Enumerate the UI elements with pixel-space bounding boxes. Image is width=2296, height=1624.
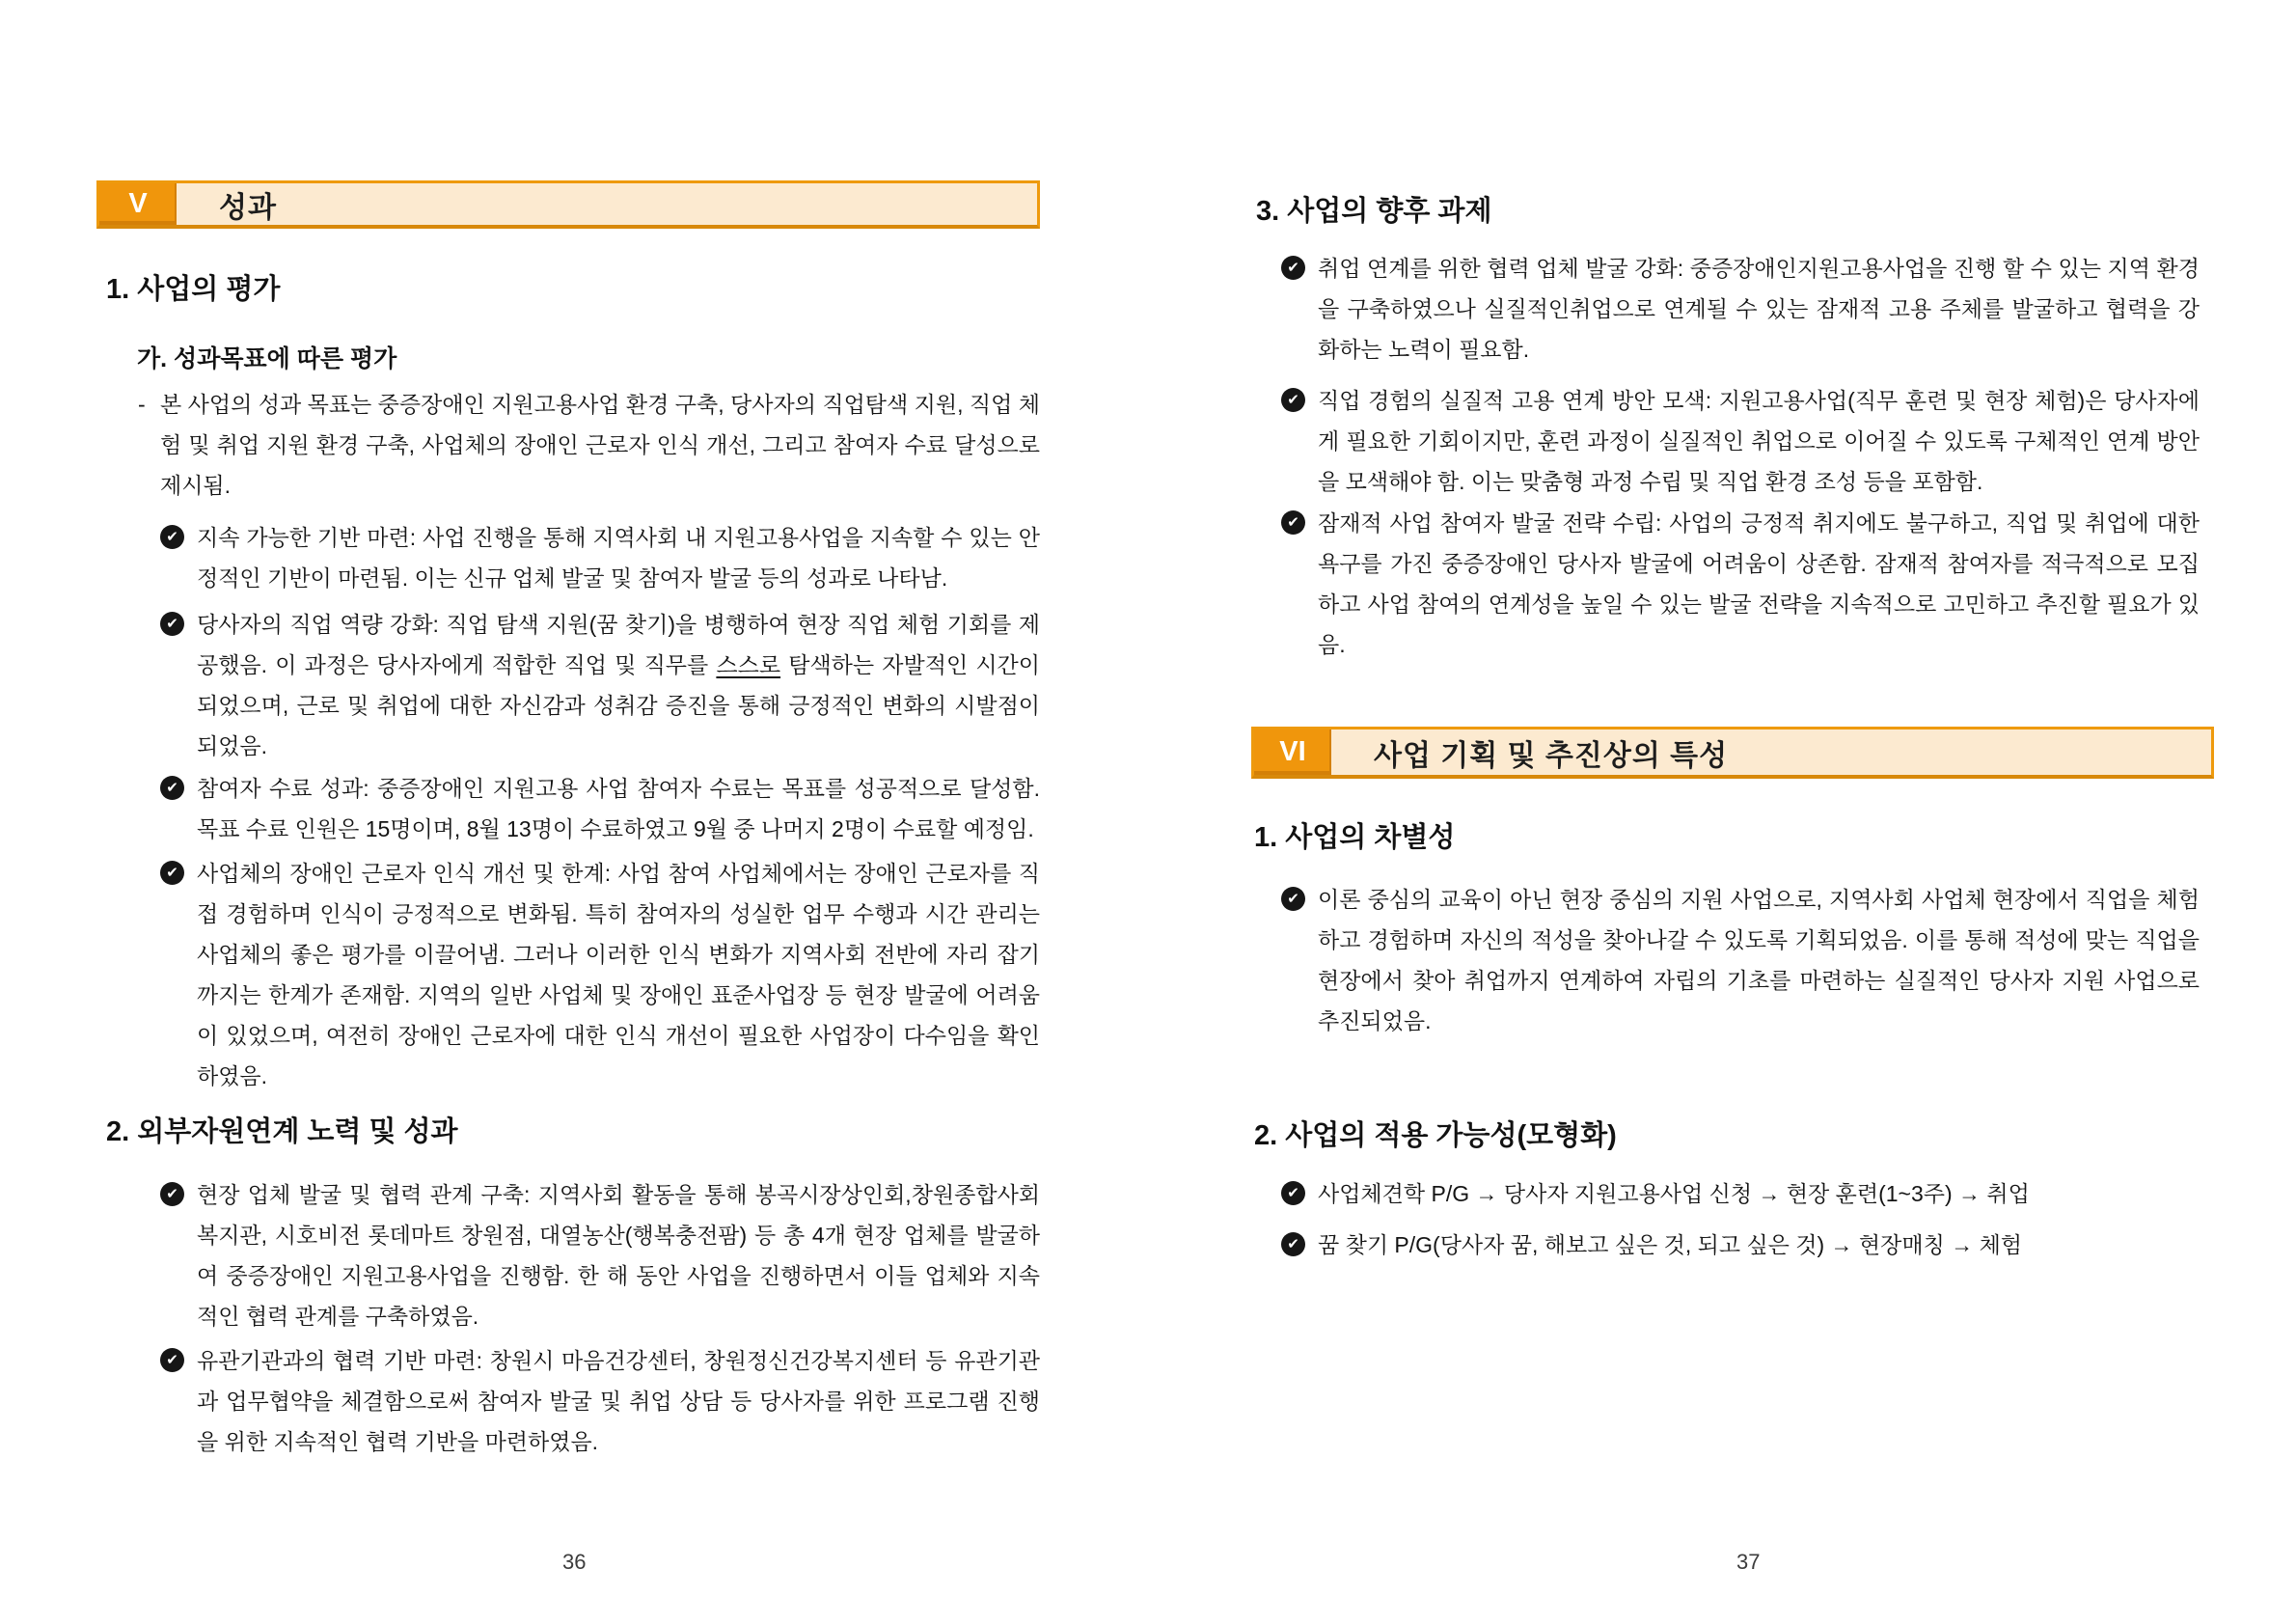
check-circle-icon: ✔ bbox=[160, 776, 184, 800]
bullet-text: 유관기관과의 협력 기반 마련: 창원시 마음건강센터, 창원정신건강복지센터 등 유관기관과 업무협약을 체결함으로써 참여자 발굴 및 취업 상담 등 당사자를 위한 프로그램 진행을 위한 지속적인 협력 기반을 마련하였음. bbox=[197, 1348, 1040, 1454]
section-number-label: V bbox=[99, 183, 177, 225]
check-circle-icon: ✔ bbox=[160, 612, 184, 636]
bullet-text: 지속 가능한 기반 마련: 사업 진행을 통해 지역사회 내 지원고용사업을 지속할 수 있는 안정적인 기반이 마련됨. 이는 신규 업체 발굴 및 참여자 발굴 등의 성과로 나타남. bbox=[197, 525, 1040, 591]
list-item bbox=[1281, 380, 2200, 502]
check-circle-icon: ✔ bbox=[160, 525, 184, 549]
bullet-text: 현장 업체 발굴 및 협력 관계 구축: 지역사회 활동을 통해 봉곡시장상인회,창원종합사회복지관, 시호비전 롯데마트 창원점, 대열농산(행복충전팜) 등 총 4개 현장 업체를 발굴하여 중증장애인 지원고용사업을 진행함. 한 해 동안 사업을 진행하면서 이들 업체와 지속적인 협력 관계를 구축하였음. bbox=[197, 1182, 1040, 1329]
heading-project-evaluation: 1. 사업의 평가 bbox=[106, 274, 281, 305]
bullet-text: 이론 중심의 교육이 아닌 현장 중심의 지원 사업으로, 지역사회 사업체 현장에서 직업을 체험하고 경험하며 자신의 적성을 찾아나갈 수 있도록 기획되었음. 이를 통해 적성에 맞는 직업을 현장에서 찾아 취업까지 연계하여 자립의 기초를 마련하는 실질적인 당사자 지원 사업으로 추진되었음. bbox=[1318, 887, 2200, 1033]
check-circle-icon: ✔ bbox=[160, 1182, 184, 1206]
subheading-goal-evaluation: 가. 성과목표에 따른 평가 bbox=[137, 345, 397, 372]
bullet-text: 잠재적 사업 참여자 발굴 전략 수립: 사업의 긍정적 취지에도 불구하고, 직업 및 취업에 대한 욕구를 가진 중증장애인 당사자 발굴에 어려움이 상존함. 잠재적 참여자를 적극적으로 모집하고 사업 참여의 연계성을 높일 수 있는 발굴 전략을 지속적으로 고민하고 추진할 필요가 있음. bbox=[1318, 510, 2200, 657]
section-title: 성과 bbox=[219, 191, 277, 224]
bullet-text-post: 탐색하는 자발적인 시간이 되었으며, 근로 및 취업에 대한 자신감과 성취감 증진을 통해 긍정적인 변화의 시발점이 되었음. bbox=[197, 652, 1040, 758]
heading-external-resources: 2. 외부자원연계 노력 및 성과 bbox=[106, 1116, 458, 1147]
check-circle-icon: ✔ bbox=[1281, 887, 1305, 911]
check-circle-icon: ✔ bbox=[1281, 510, 1305, 535]
section-title: 사업 기획 및 추진상의 특성 bbox=[1374, 739, 1729, 772]
bullet-text: 사업체견학 P/G → 당사자 지원고용사업 신청 → 현장 훈련(1~3주) → 취업 bbox=[1318, 1181, 2030, 1206]
check-circle-icon: ✔ bbox=[160, 1348, 184, 1372]
heading-model-applicability: 2. 사업의 적용 가능성(모형화) bbox=[1254, 1120, 1617, 1151]
list-item bbox=[1281, 503, 2200, 665]
paragraph-text: 본 사업의 성과 목표는 중증장애인 지원고용사업 환경 구축, 당사자의 직업탐색 지원, 직업 체험 및 취업 지원 환경 구축, 사업체의 장애인 근로자 인식 개선, 그리고 참여자 수료 달성으로 제시됨. bbox=[160, 392, 1040, 498]
page-number-right: 37 bbox=[1736, 1550, 1761, 1574]
section-banner-vi bbox=[1251, 727, 2214, 779]
list-item bbox=[1281, 1173, 2200, 1214]
list-item bbox=[1281, 248, 2200, 370]
bullet-text: 꿈 찾기 P/G(당사자 꿈, 해보고 싶은 것, 되고 싶은 것) → 현장매칭 → 체험 bbox=[1318, 1232, 2023, 1257]
list-item bbox=[1281, 879, 2200, 1041]
check-circle-icon: ✔ bbox=[1281, 1232, 1305, 1256]
check-circle-icon: ✔ bbox=[160, 861, 184, 885]
check-circle-icon: ✔ bbox=[1281, 1181, 1305, 1205]
page-number-left: 36 bbox=[562, 1550, 587, 1574]
dash-marker: - bbox=[138, 392, 146, 417]
list-item bbox=[1281, 1225, 2200, 1265]
bullet-text-underlined: 스스로 bbox=[716, 652, 781, 677]
bullet-text: 직업 경험의 실질적 고용 연계 방안 모색: 지원고용사업(직무 훈련 및 현장 체험)은 당사자에게 필요한 기회이지만, 훈련 과정이 실질적인 취업으로 이어질 수 있도록 구체적인 연계 방안을 모색해야 함. 이는 맞춤형 과정 수립 및 직업 환경 조성 등을 포함함. bbox=[1318, 388, 2200, 494]
bullet-text: 사업체의 장애인 근로자 인식 개선 및 한계: 사업 참여 사업체에서는 장애인 근로자를 직접 경험하며 인식이 긍정적으로 변화됨. 특히 참여자의 성실한 업무 수행과 시간 관리는 사업체의 좋은 평가를 이끌어냄. 그러나 이러한 인식 변화가 지역사회 전반에 자리 잡기까지는 한계가 존재함. 지역의 일반 사업체 및 장애인 표준사업장 등 현장 발굴에 어려움이 있었으며, 여전히 장애인 근로자에 대한 인식 개선이 필요한 사업장이 다수임을 확인하였음. bbox=[197, 861, 1040, 1088]
heading-future-tasks: 3. 사업의 향후 과제 bbox=[1256, 196, 1492, 227]
check-circle-icon: ✔ bbox=[1281, 388, 1305, 412]
check-circle-icon: ✔ bbox=[1281, 256, 1305, 280]
heading-differentiation: 1. 사업의 차별성 bbox=[1254, 822, 1456, 853]
section-number-label: VI bbox=[1254, 729, 1331, 775]
bullet-text-pre: 당사자의 직업 역량 강화: 직업 탐색 지원(꿈 찾기)을 병행하여 현장 직업 체험 기회를 제공했음. 이 과정은 당사자에게 적합한 직업 및 직무를 bbox=[197, 612, 1040, 677]
bullet-text: 참여자 수료 성과: 중증장애인 지원고용 사업 참여자 수료는 목표를 성공적으로 달성함. 목표 수료 인원은 15명이며, 8월 13명이 수료하였고 9월 중 나머지 2명이 수료할 예정임. bbox=[197, 776, 1040, 841]
bullet-text: 취업 연계를 위한 협력 업체 발굴 강화: 중증장애인지원고용사업을 진행 할 수 있는 지역 환경을 구축하였으나 실질적인취업으로 연계될 수 있는 잠재적 고용 주체를 발굴하고 협력을 강화하는 노력이 필요함. bbox=[1318, 256, 2200, 362]
